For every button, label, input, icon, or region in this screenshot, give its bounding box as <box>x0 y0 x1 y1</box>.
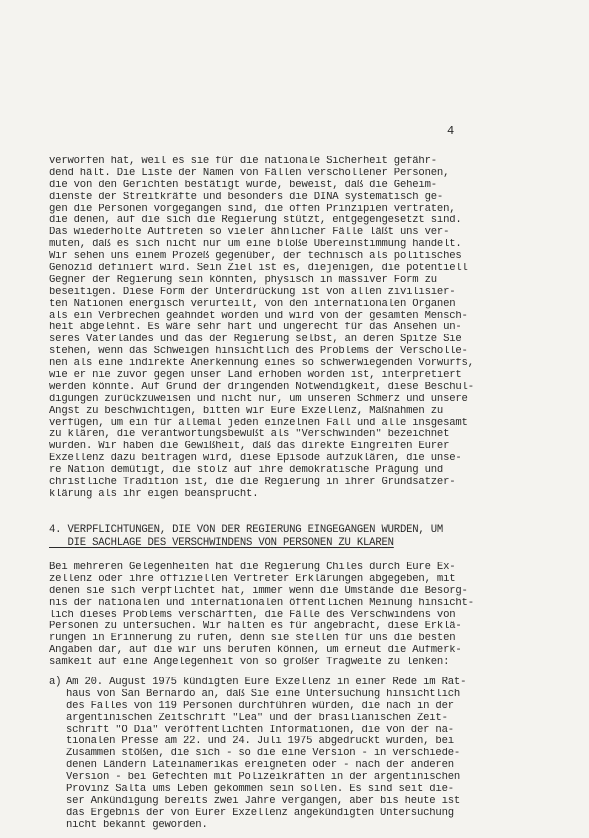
text-line: Zusammen stößen, die sich - so die eine Version - in verschiede- <box>66 748 461 760</box>
text-line: Angaben dar, auf die wir uns berufen können, um erneut die Aufmerk- <box>49 645 462 657</box>
text-line: haus von San Bernardo an, daß Sie eine Untersuchung hinsichtlich <box>66 688 461 700</box>
paragraph-1 <box>49 156 531 501</box>
text-line: Das wiederholte Auftreten so vieler ähnlicher Fälle läßt uns ver- <box>49 227 450 239</box>
text-line: nen als eine indirekte Anerkennung eines so schwerwiegenden Vorwurfs, <box>49 358 474 370</box>
heading-line: 4. VERPFLICHTUNGEN, DIE VON DER REGIERUNG EINGEGANGEN WURDEN, UM <box>49 524 444 536</box>
paragraph-2 <box>49 562 531 669</box>
text-line: verfügen, um ein für allemal jeden einzelnen Fall und alle insgesamt <box>49 417 468 429</box>
text-line: lich dieses Problems verschärften, die Fälle des Verschwindens von <box>49 609 456 621</box>
text-line: das Ergebnis der von Eurer Exzellenz angekündigten Untersuchung <box>66 807 454 819</box>
text-line: beseitigen. Diese Form der Unterdrückung ist von allen zivilisier- <box>49 286 456 298</box>
text-line: muten, daß es sich nicht nur um eine bloße Übereinstimmung handelt. <box>49 239 462 251</box>
text-line: Provinz Salta ums Leben gekommen sein sollen. Es sind seit die- <box>66 784 454 796</box>
text-line: des Falles von 119 Personen durchführen würden, die nach in der <box>66 700 454 712</box>
text-line: wurden. Wir haben die Gewißheit, daß das direkte Eingreifen Eurer <box>49 441 450 453</box>
text-line: re Nation demütigt, die stolz auf ihre demokratische Prägung und <box>49 465 444 477</box>
text-line: schrift "O Dia" veröffentlichten Informationen, die von der na- <box>66 724 454 736</box>
page-number: 4 <box>447 124 455 138</box>
text-line: Genozid definiert wird. Sein Ziel ist es, diejenigen, die potentiell <box>49 263 468 275</box>
text-line: zu klären, die verantwortungsbewußt als "Verschwinden" bezeichnet <box>49 429 450 441</box>
text-line: werden könnte. Auf Grund der dringenden Notwendigkeit, diese Beschul- <box>49 381 474 393</box>
text-line: die von den Gerichten bestätigt wurde, beweist, daß die Geheim- <box>49 179 437 191</box>
faint-letterhead <box>50 40 550 73</box>
heading-line: DIE SACHLAGE DES VERSCHWINDENS VON PERSONEN ZU KLÄREN <box>49 536 394 549</box>
text-line: rungen in Erinnerung zu rufen, denn sie stellen für uns die besten <box>49 633 456 645</box>
text-line: tionalen Presse am 22. und 24. Juli 1975 abgedruckt wurden, bei <box>66 736 454 748</box>
list-item-body <box>66 677 531 832</box>
text-line: samkeit auf eine Angelegenheit von so großer Tragweite zu lenken: <box>49 657 450 669</box>
text-line: denen Ländern Lateinamerikas ereigneten oder - nach der anderen <box>66 760 454 772</box>
text-line: dienste der Streitkräfte und besonders die DINA systematisch ge- <box>49 191 444 203</box>
text-line: heit abgelehnt. Es wäre sehr hart und ungerecht für das Ansehen un- <box>49 322 462 334</box>
text-line: als ein Verbrechen geahndet worden und wird von der gesamten Mensch- <box>49 310 468 322</box>
text-line: Am 20. August 1975 kündigten Eure Exzellenz in einer Rede im Rat- <box>66 677 467 688</box>
text-line: klärung als ihr eigen beansprucht. <box>49 488 259 500</box>
text-line: Wir sehen uns einem Prozeß gegenüber, der technisch als politisches <box>49 251 462 263</box>
text-line: verworfen hat, weil es sie für die nationale Sicherheit gefähr- <box>49 156 437 167</box>
text-line: ser Ankündigung bereits zwei Jahre vergangen, aber bis heute ist <box>66 795 461 807</box>
text-line: die denen, auf die sich die Regierung stützt, entgegengesetzt sind. <box>49 215 462 227</box>
text-line: Angst zu beschwichtigen, bitten wir Eure Exzellenz, Maßnahmen zu <box>49 405 444 417</box>
section-heading <box>49 524 531 549</box>
text-line: nicht bekannt geworden. <box>66 819 208 831</box>
text-line: gen die Personen vorgegangen sind, die offen Prinzipien vertraten, <box>49 203 456 215</box>
text-line: digungen zurückzuweisen und nicht nur, um unseren Schmerz und unsere <box>49 393 468 405</box>
text-line: zellenz oder ihre offiziellen Vertreter Erklärungen abgegeben, mit <box>49 573 456 585</box>
faint-line <box>50 51 550 62</box>
text-line: seres Vaterlandes und das der Regierung selbst, an deren Spitze Sie <box>49 334 462 346</box>
text-line: Version - bei Gefechten mit Polizeikräften in der argentinischen <box>66 772 461 784</box>
text-line: Personen zu untersuchen. Wir halten es für angebracht, diese Erklä- <box>49 621 462 633</box>
faint-line <box>50 62 550 73</box>
text-line: ten Nationen energisch verurteilt, von den internationalen Organen <box>49 298 456 310</box>
list-item-a <box>49 677 531 832</box>
text-line: wie er nie zuvor gegen unser Land erhoben worden ist, interpretiert <box>49 370 462 382</box>
text-line: Bei mehreren Gelegenheiten hat die Regierung Chiles durch Eure Ex- <box>49 562 456 573</box>
text-line: denen sie sich verpflichtet hat, immer wenn die Umstände die Besorg- <box>49 585 468 597</box>
text-line: Exzellenz dazu beitragen wird, diese Episode aufzuklären, die unse- <box>49 453 462 465</box>
faint-line <box>50 40 550 51</box>
text-line: Gegner der Regierung sein könnten, physisch in massiver Form zu <box>49 274 437 286</box>
text-line: stehen, wenn das Schweigen hinsichtlich des Problems der Verscholle- <box>49 346 468 358</box>
text-line: argentinischen Zeitschrift "Lea" und der brasilianischen Zeit- <box>66 712 448 724</box>
text-line: nis der nationalen und internationalen öffentlichen Meinung hinsicht- <box>49 597 474 609</box>
text-line: christliche Tradition ist, die die Regierung in ihrer Grundsatzer- <box>49 477 456 489</box>
text-line: dend hält. Die Liste der Namen von Fällen verschollener Personen, <box>49 167 450 179</box>
list-marker: a) <box>49 676 62 688</box>
